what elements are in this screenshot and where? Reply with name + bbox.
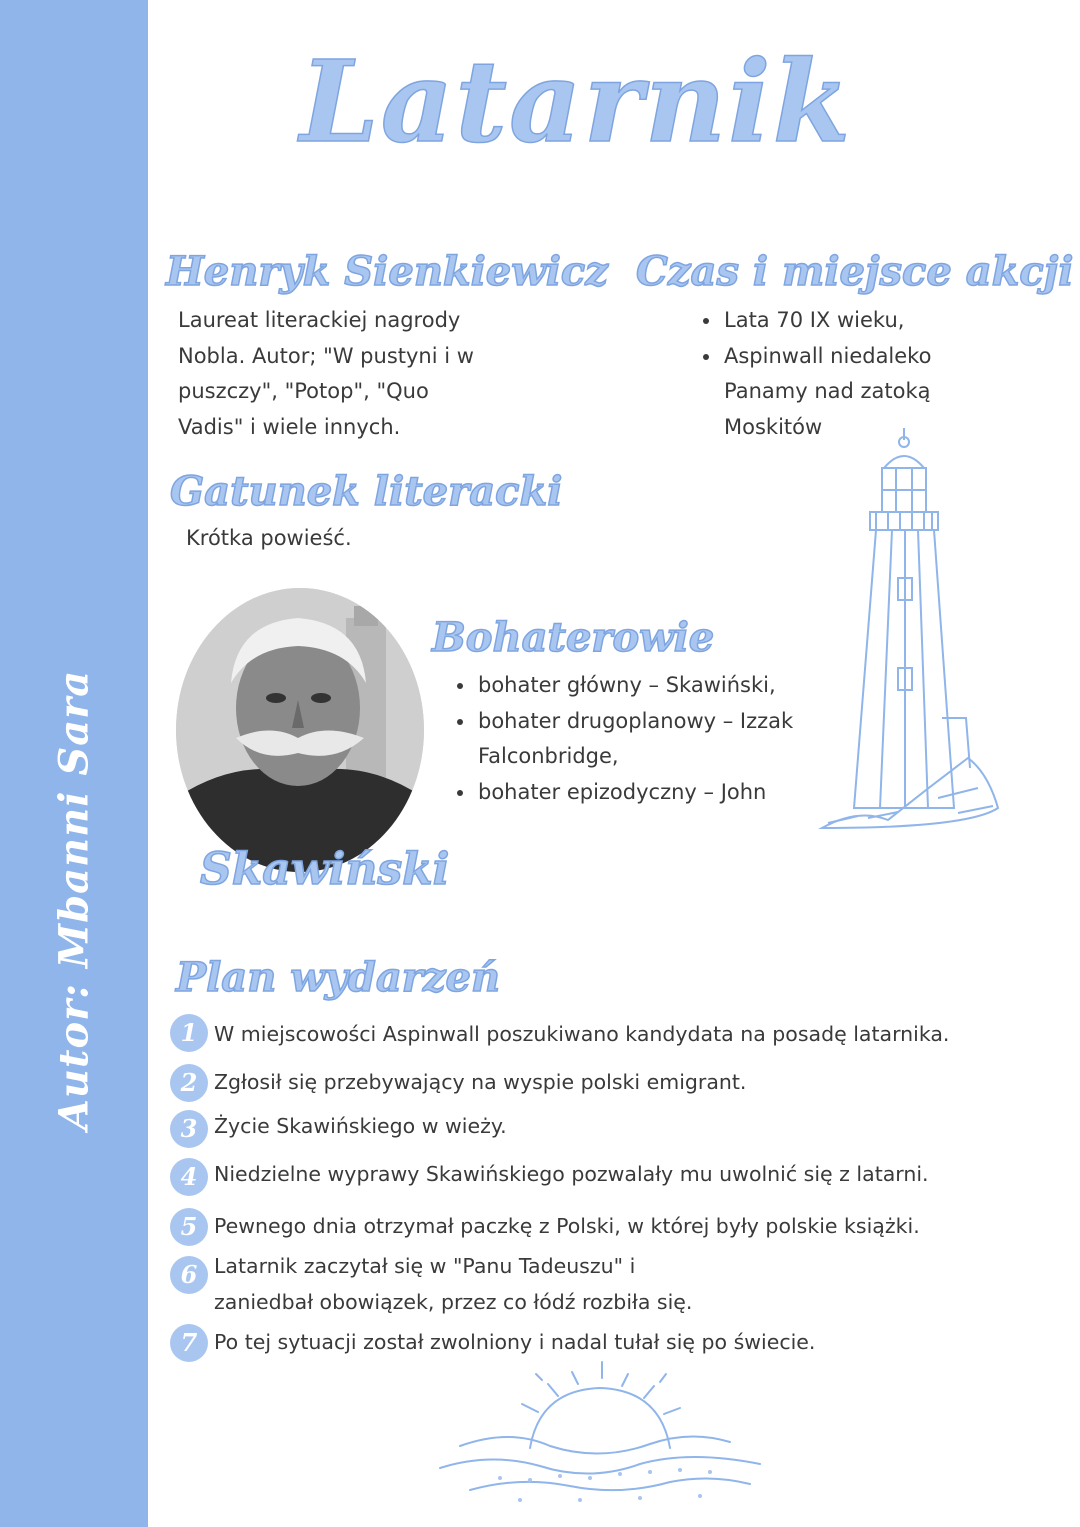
plan-text xyxy=(214,1108,1044,1144)
character-line: Falconbridge, xyxy=(478,744,619,768)
character-line: bohater główny – Skawiński, xyxy=(478,673,776,697)
character-item xyxy=(454,668,834,704)
genre-heading: Gatunek literacki xyxy=(170,468,563,515)
character-item xyxy=(454,775,834,811)
author-heading: Henryk Sienkiewicz xyxy=(166,248,608,295)
plan-text xyxy=(214,1016,1044,1052)
plan-line: Zgłosił się przebywający na wyspie polski emigrant. xyxy=(214,1070,747,1094)
author-line: Nobla. Autor; "W pustyni i w xyxy=(178,343,474,368)
setting-line: Aspinwall niedaleko xyxy=(724,343,932,368)
author-line: Laureat literackiej nagrody xyxy=(178,308,461,332)
setting-line: Moskitów xyxy=(724,414,823,439)
number-badge: 7 xyxy=(170,1324,208,1362)
plan-line: Niedzielne wyprawy Skawińskiego pozwalały mu uwolnić się z latarni. xyxy=(214,1162,929,1186)
plan-text xyxy=(214,1324,1044,1360)
number-badge: 4 xyxy=(170,1158,208,1196)
plan-heading: Plan wydarzeń xyxy=(176,954,501,1001)
author-line: puszczy", "Potop", "Quo xyxy=(178,379,429,403)
number-badge: 3 xyxy=(170,1110,208,1148)
plan-text xyxy=(214,1208,1044,1244)
genre-text: Krótka powieść. xyxy=(186,526,352,550)
number-badge: 6 xyxy=(170,1256,208,1294)
lighthouse-icon xyxy=(818,428,1002,838)
character-item xyxy=(454,704,834,775)
setting-item xyxy=(700,303,1000,339)
page-title: Latarnik xyxy=(300,37,853,168)
plan-line: Po tej sytuacji został zwolniony i nadal tułał się po świecie. xyxy=(214,1330,816,1354)
plan-text xyxy=(214,1064,1044,1100)
portrait-caption: Skawiński xyxy=(200,844,450,895)
character-line: bohater drugoplanowy – Izzak xyxy=(478,708,794,733)
characters-heading: Bohaterowie xyxy=(432,614,715,661)
plan-line: zaniedbał obowiązek, przez co łódź rozbiła się. xyxy=(214,1290,693,1314)
plan-line: Pewnego dnia otrzymał paczkę z Polski, w której były polskie książki. xyxy=(214,1214,920,1238)
plan-line: W miejscowości Aspinwall poszukiwano kandydata na posadę latarnika. xyxy=(214,1022,950,1046)
author-label: Autor: Mbanni Sara xyxy=(50,669,98,1131)
plan-line: Latarnik zaczytał się w "Panu Tadeuszu" i xyxy=(214,1254,636,1278)
setting-heading: Czas i miejsce akcji xyxy=(636,248,1074,295)
plan-text xyxy=(214,1248,1044,1320)
character-line: bohater epizodyczny – John xyxy=(478,779,767,804)
setting-line: Lata 70 IX wieku, xyxy=(724,308,905,332)
author-line: Vadis" i wiele innych. xyxy=(178,414,401,439)
setting-line: Panamy nad zatoką xyxy=(724,379,931,403)
portrait-illustration xyxy=(176,588,424,872)
number-badge: 2 xyxy=(170,1064,208,1102)
sidebar xyxy=(0,0,148,1527)
plan-line: Życie Skawińskiego w wieży. xyxy=(214,1114,507,1138)
sun-icon xyxy=(430,1360,770,1510)
author-text xyxy=(178,303,474,445)
number-badge: 5 xyxy=(170,1208,208,1246)
number-badge: 1 xyxy=(170,1014,208,1052)
plan-text xyxy=(214,1156,1044,1192)
characters-list xyxy=(454,668,834,810)
setting-list xyxy=(700,303,1000,445)
portrait-image xyxy=(176,588,424,872)
